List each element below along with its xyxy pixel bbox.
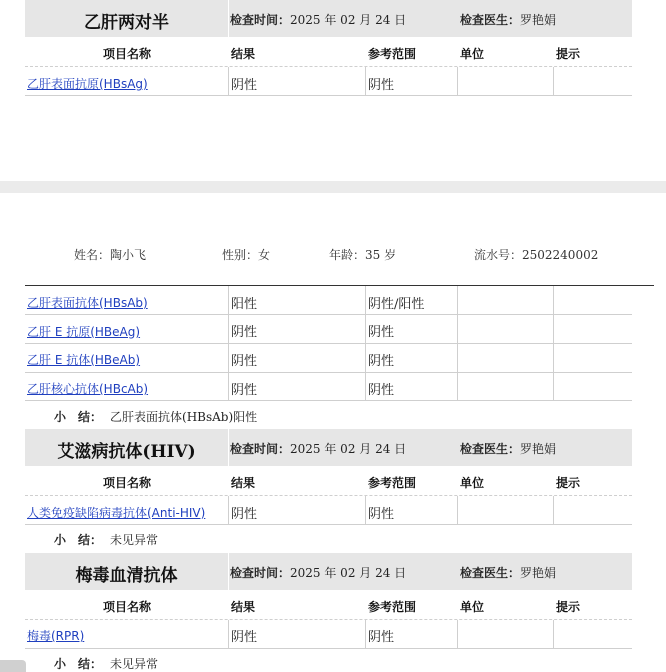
divider	[228, 0, 229, 37]
section-title-hiv: 艾滋病抗体(HIV)	[57, 442, 196, 462]
divider	[228, 286, 229, 401]
divider	[457, 496, 458, 525]
item-hbeag-result: 阴性	[231, 325, 258, 340]
exam-time	[230, 440, 406, 457]
item-hbsag-link[interactable]: 乙肝表面抗原(HBsAg)	[27, 77, 148, 91]
divider	[457, 67, 458, 96]
col-header-result: 结果	[231, 600, 256, 614]
divider	[365, 496, 366, 525]
summary-label: 小 结：	[54, 533, 103, 547]
patient-gender: 性别：女	[222, 248, 271, 262]
item-hbeab-link[interactable]: 乙肝 E 抗体(HBeAb)	[27, 353, 141, 367]
divider	[228, 620, 229, 649]
row-divider	[25, 524, 632, 525]
item-anti-hiv-ref: 阴性	[368, 507, 395, 522]
page-header-rule	[25, 285, 654, 286]
item-hbcab-ref: 阴性	[368, 383, 395, 398]
summary-label: 小 结：	[54, 657, 103, 671]
summary-syphilis	[54, 655, 158, 672]
col-header-ref: 参考范围	[368, 47, 417, 61]
exam-doctor-label: 检查医生：	[460, 13, 521, 27]
exam-doctor-value: 罗艳娟	[520, 442, 557, 456]
summary-hiv	[54, 531, 158, 548]
exam-time-value: 2025 年 02 月 24 日	[290, 442, 407, 456]
col-header-hint: 提示	[556, 476, 581, 490]
section-title-hbv: 乙肝两对半	[84, 13, 169, 33]
exam-doctor-value: 罗艳娟	[520, 13, 557, 27]
col-header-unit: 单位	[460, 476, 485, 490]
row-divider	[25, 66, 632, 67]
row-divider	[25, 314, 632, 315]
summary-text: 乙肝表面抗体(HBsAb)阳性	[110, 410, 258, 424]
col-header-result: 结果	[231, 476, 256, 490]
item-rpr-ref: 阴性	[368, 630, 395, 645]
divider	[457, 620, 458, 649]
divider	[365, 286, 366, 401]
exam-doctor-label: 检查医生：	[460, 566, 521, 580]
item-rpr-result: 阴性	[231, 630, 258, 645]
exam-time	[230, 11, 406, 28]
item-rpr-link[interactable]: 梅毒(RPR)	[27, 629, 85, 643]
summary-hbv	[54, 408, 257, 425]
col-header-hint: 提示	[556, 600, 581, 614]
item-hbcab-link[interactable]: 乙肝核心抗体(HBcAb)	[27, 382, 149, 396]
patient-serial: 流水号：2502240002	[474, 248, 599, 262]
divider	[228, 67, 229, 96]
exam-time-value: 2025 年 02 月 24 日	[290, 566, 407, 580]
item-hbsag-result: 阴性	[231, 78, 258, 93]
divider	[457, 286, 458, 401]
item-hbsag-ref: 阴性	[368, 78, 395, 93]
item-hbsab-link[interactable]: 乙肝表面抗体(HBsAb)	[27, 296, 148, 310]
col-header-name: 项目名称	[103, 600, 152, 614]
patient-name: 姓名：陶小飞	[74, 248, 147, 262]
item-hbeag-link[interactable]: 乙肝 E 抗原(HBeAg)	[27, 325, 141, 339]
row-divider	[25, 648, 632, 649]
item-hbeab-ref: 阴性	[368, 354, 395, 369]
row-divider	[25, 400, 632, 401]
col-header-name: 项目名称	[103, 476, 152, 490]
row-divider	[25, 619, 632, 620]
summary-text: 未见异常	[110, 533, 159, 547]
item-hbcab-result: 阴性	[231, 383, 258, 398]
col-header-hint: 提示	[556, 47, 581, 61]
exam-time-label: 检查时间：	[230, 13, 291, 27]
exam-doctor	[460, 11, 556, 28]
row-divider	[25, 495, 632, 496]
exam-time-label: 检查时间：	[230, 442, 291, 456]
exam-time-value: 2025 年 02 月 24 日	[290, 13, 407, 27]
row-divider	[25, 95, 632, 96]
divider	[228, 496, 229, 525]
col-header-result: 结果	[231, 47, 256, 61]
col-header-unit: 单位	[460, 47, 485, 61]
page-gap	[0, 181, 666, 193]
divider	[365, 67, 366, 96]
item-hbsab-result: 阳性	[231, 297, 258, 312]
divider	[553, 496, 554, 525]
summary-text: 未见异常	[110, 657, 159, 671]
item-hbeag-ref: 阴性	[368, 325, 395, 340]
row-divider	[25, 372, 632, 373]
item-hbeab-result: 阴性	[231, 354, 258, 369]
divider	[553, 620, 554, 649]
divider	[365, 620, 366, 649]
divider	[553, 286, 554, 401]
col-header-unit: 单位	[460, 600, 485, 614]
col-header-name: 项目名称	[103, 47, 152, 61]
patient-age: 年龄：35 岁	[329, 248, 397, 262]
exam-doctor	[460, 440, 556, 457]
exam-time	[230, 564, 406, 581]
divider	[228, 553, 229, 590]
row-divider	[25, 343, 632, 344]
col-header-ref: 参考范围	[368, 600, 417, 614]
exam-time-label: 检查时间：	[230, 566, 291, 580]
corner-tab[interactable]	[0, 660, 26, 672]
item-anti-hiv-result: 阴性	[231, 507, 258, 522]
item-anti-hiv-link[interactable]: 人类免疫缺陷病毒抗体(Anti-HIV)	[27, 506, 206, 520]
divider	[228, 429, 229, 466]
col-header-ref: 参考范围	[368, 476, 417, 490]
exam-doctor-label: 检查医生：	[460, 442, 521, 456]
exam-doctor-value: 罗艳娟	[520, 566, 557, 580]
divider	[553, 67, 554, 96]
section-title-syphilis: 梅毒血清抗体	[75, 566, 178, 586]
exam-doctor	[460, 564, 556, 581]
item-hbsab-ref: 阴性/阳性	[368, 297, 425, 312]
summary-label: 小 结：	[54, 410, 103, 424]
